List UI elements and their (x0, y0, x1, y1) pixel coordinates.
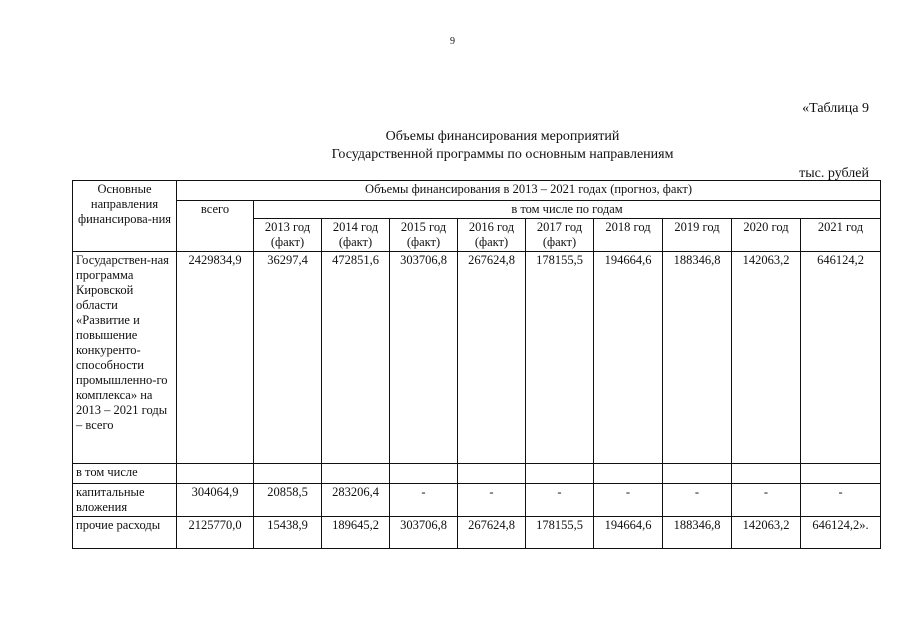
cell-value (594, 464, 663, 484)
cell-value: 142063,2 (732, 252, 801, 464)
cell-value: 303706,8 (390, 517, 458, 549)
cell-value: 2125770,0 (177, 517, 254, 549)
cell-value: 178155,5 (526, 252, 594, 464)
header-year: 2020 год (732, 219, 801, 252)
cell-value (458, 464, 526, 484)
header-total: всего (177, 201, 254, 252)
cell-value: 283206,4 (322, 484, 390, 517)
header-year: 2017 год (факт) (526, 219, 594, 252)
cell-value (732, 464, 801, 484)
table-row (73, 252, 881, 464)
units-label: тыс. рублей (799, 166, 869, 181)
cell-value: 142063,2 (732, 517, 801, 549)
title-line-2: Государственной программы по основным направлениям (331, 147, 674, 162)
cell-value (663, 464, 732, 484)
cell-value: 194664,6 (594, 252, 663, 464)
cell-value (801, 464, 881, 484)
table-row (73, 517, 881, 549)
cell-value (526, 464, 594, 484)
page-number: 9 (450, 36, 455, 47)
header-year: 2021 год (801, 219, 881, 252)
table-row (73, 464, 881, 484)
header-year: 2016 год (факт) (458, 219, 526, 252)
header-financing-group: Объемы финансирования в 2013 – 2021 годах (прогноз, факт) (177, 181, 881, 201)
header-directions: Основные направления финансирова-ния (73, 181, 177, 252)
cell-value: - (526, 484, 594, 517)
cell-value: 646124,2». (801, 517, 881, 549)
table-row (73, 484, 881, 517)
cell-value: 2429834,9 (177, 252, 254, 464)
cell-value: 267624,8 (458, 517, 526, 549)
cell-value (322, 464, 390, 484)
cell-value: - (458, 484, 526, 517)
header-by-years: в том числе по годам (254, 201, 881, 219)
header-year: 2019 год (663, 219, 732, 252)
cell-value: 178155,5 (526, 517, 594, 549)
header-year: 2015 год (факт) (390, 219, 458, 252)
cell-value: 189645,2 (322, 517, 390, 549)
header-year: 2018 год (594, 219, 663, 252)
financing-table (72, 180, 881, 549)
cell-value (254, 464, 322, 484)
cell-value: 267624,8 (458, 252, 526, 464)
table-label: «Таблица 9 (802, 101, 869, 116)
row-name: прочие расходы (73, 517, 177, 549)
cell-value: 188346,8 (663, 252, 732, 464)
cell-value (390, 464, 458, 484)
cell-value: 15438,9 (254, 517, 322, 549)
header-year: 2013 год (факт) (254, 219, 322, 252)
title-line-1: Объемы финансирования мероприятий (385, 129, 620, 144)
cell-value: - (390, 484, 458, 517)
cell-value: - (663, 484, 732, 517)
cell-value: 472851,6 (322, 252, 390, 464)
cell-value: 194664,6 (594, 517, 663, 549)
table-title (0, 128, 905, 164)
cell-value: - (801, 484, 881, 517)
cell-value: 20858,5 (254, 484, 322, 517)
cell-value: 304064,9 (177, 484, 254, 517)
cell-value: 303706,8 (390, 252, 458, 464)
row-name: капитальные вложения (73, 484, 177, 517)
cell-value: - (732, 484, 801, 517)
header-year: 2014 год (факт) (322, 219, 390, 252)
cell-value: 188346,8 (663, 517, 732, 549)
cell-value: 646124,2 (801, 252, 881, 464)
row-name: Государствен-ная программа Кировской области «Развитие и повышение конкуренто-способности промышленно-го комплекса» на 2013 – 2021 годы – всего (73, 252, 177, 464)
cell-value: - (594, 484, 663, 517)
cell-value (177, 464, 254, 484)
cell-value: 36297,4 (254, 252, 322, 464)
row-name: в том числе (73, 464, 177, 484)
